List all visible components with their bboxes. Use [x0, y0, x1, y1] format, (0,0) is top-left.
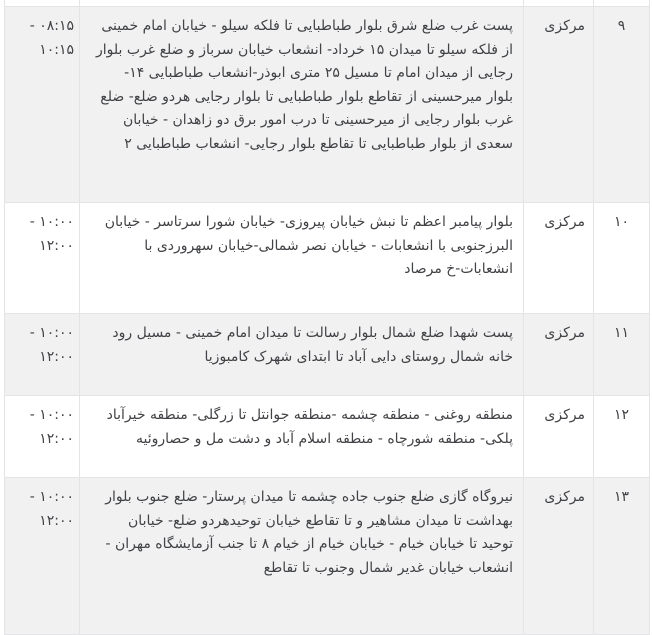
row-number: ۹: [594, 7, 650, 203]
outage-time-cell: ۰۸:۱۵ - ۱۰:۱۵: [5, 7, 80, 203]
row-number: ۱۲: [594, 396, 650, 478]
outage-time-cell: ۱۰:۰۰ - ۱۲:۰۰: [5, 478, 80, 635]
row-number: ۱۳: [594, 478, 650, 635]
region-cell: مرکزی: [524, 7, 594, 203]
table-row: [5, 203, 650, 314]
table-row: [5, 478, 650, 635]
table-row: [5, 314, 650, 396]
outage-time-cell: ۱۰:۰۰ - ۱۲:۰۰: [5, 203, 80, 314]
region-cell: مرکزی: [524, 314, 594, 396]
region-cell: مرکزی: [524, 396, 594, 478]
outage-time-cell: ۱۰:۰۰ - ۱۲:۰۰: [5, 314, 80, 396]
table-row: [5, 7, 650, 203]
outage-areas-cell: نیروگاه گازی ضلع جنوب جاده چشمه تا میدان پرستار- ضلع جنوب بلوار بهداشت تا میدان مشاهیر و تا تقاطع خیابان توحیدهردو ضلع- خیابان توحید تا خیابان خیام - خیابان خیام از خیام ۸ تا جنب آزمایشگاه مهران - انشعاب خیابان غدیر شمال وجنوب تا تقاطع: [80, 478, 524, 635]
outage-areas-cell: بلوار پیامبر اعظم تا نبش خیابان پیروزی- خیابان شورا سرتاسر - خیابان البرزجنوبی با انشعابات - خیابان نصر شمالی-خیابان سهروردی با انشعابات-خ مرصاد: [80, 203, 524, 314]
outage-areas-cell: منطقه روغنی - منطقه چشمه -منطقه جوانتل تا زرگلی- منطقه خیرآباد پلکی- منطقه شورچاه - منطقه اسلام آباد و دشت مل و حصاروئیه: [80, 396, 524, 478]
row-number: ۱۰: [594, 203, 650, 314]
region-cell: مرکزی: [524, 203, 594, 314]
region-cell: مرکزی: [524, 478, 594, 635]
outage-areas-cell: پست غرب ضلع شرق بلوار طباطبایی تا فلکه سیلو - خیابان امام خمینی از فلکه سیلو تا میدان ۱۵ خرداد- انشعاب خیابان سرباز و ضلع غرب بلوار رجایی از میدان امام تا مسیل ۲۵ متری ابوذر-انشعاب طباطبایی ۱۴- بلوار میرحسینی از تقاطع بلوار طباطبایی تا بلوار رجایی هردو ضلع- ضلع غرب بلوار رجایی از میرحسینی تا درب امور برق دو زاهدان - خیابان سعدی از بلوار طباطبایی تا تقاطع بلوار رجایی- انشعاب طباطبایی ۲: [80, 7, 524, 203]
outage-time-cell: ۱۰:۰۰ - ۱۲:۰۰: [5, 396, 80, 478]
row-number: ۱۱: [594, 314, 650, 396]
outage-schedule-table: [4, 0, 650, 635]
table-row: [5, 396, 650, 478]
outage-areas-cell: پست شهدا ضلع شمال بلوار رسالت تا میدان امام خمینی - مسیل رود خانه شمال روستای دایی آباد تا ابتدای شهرک کامبوزیا: [80, 314, 524, 396]
